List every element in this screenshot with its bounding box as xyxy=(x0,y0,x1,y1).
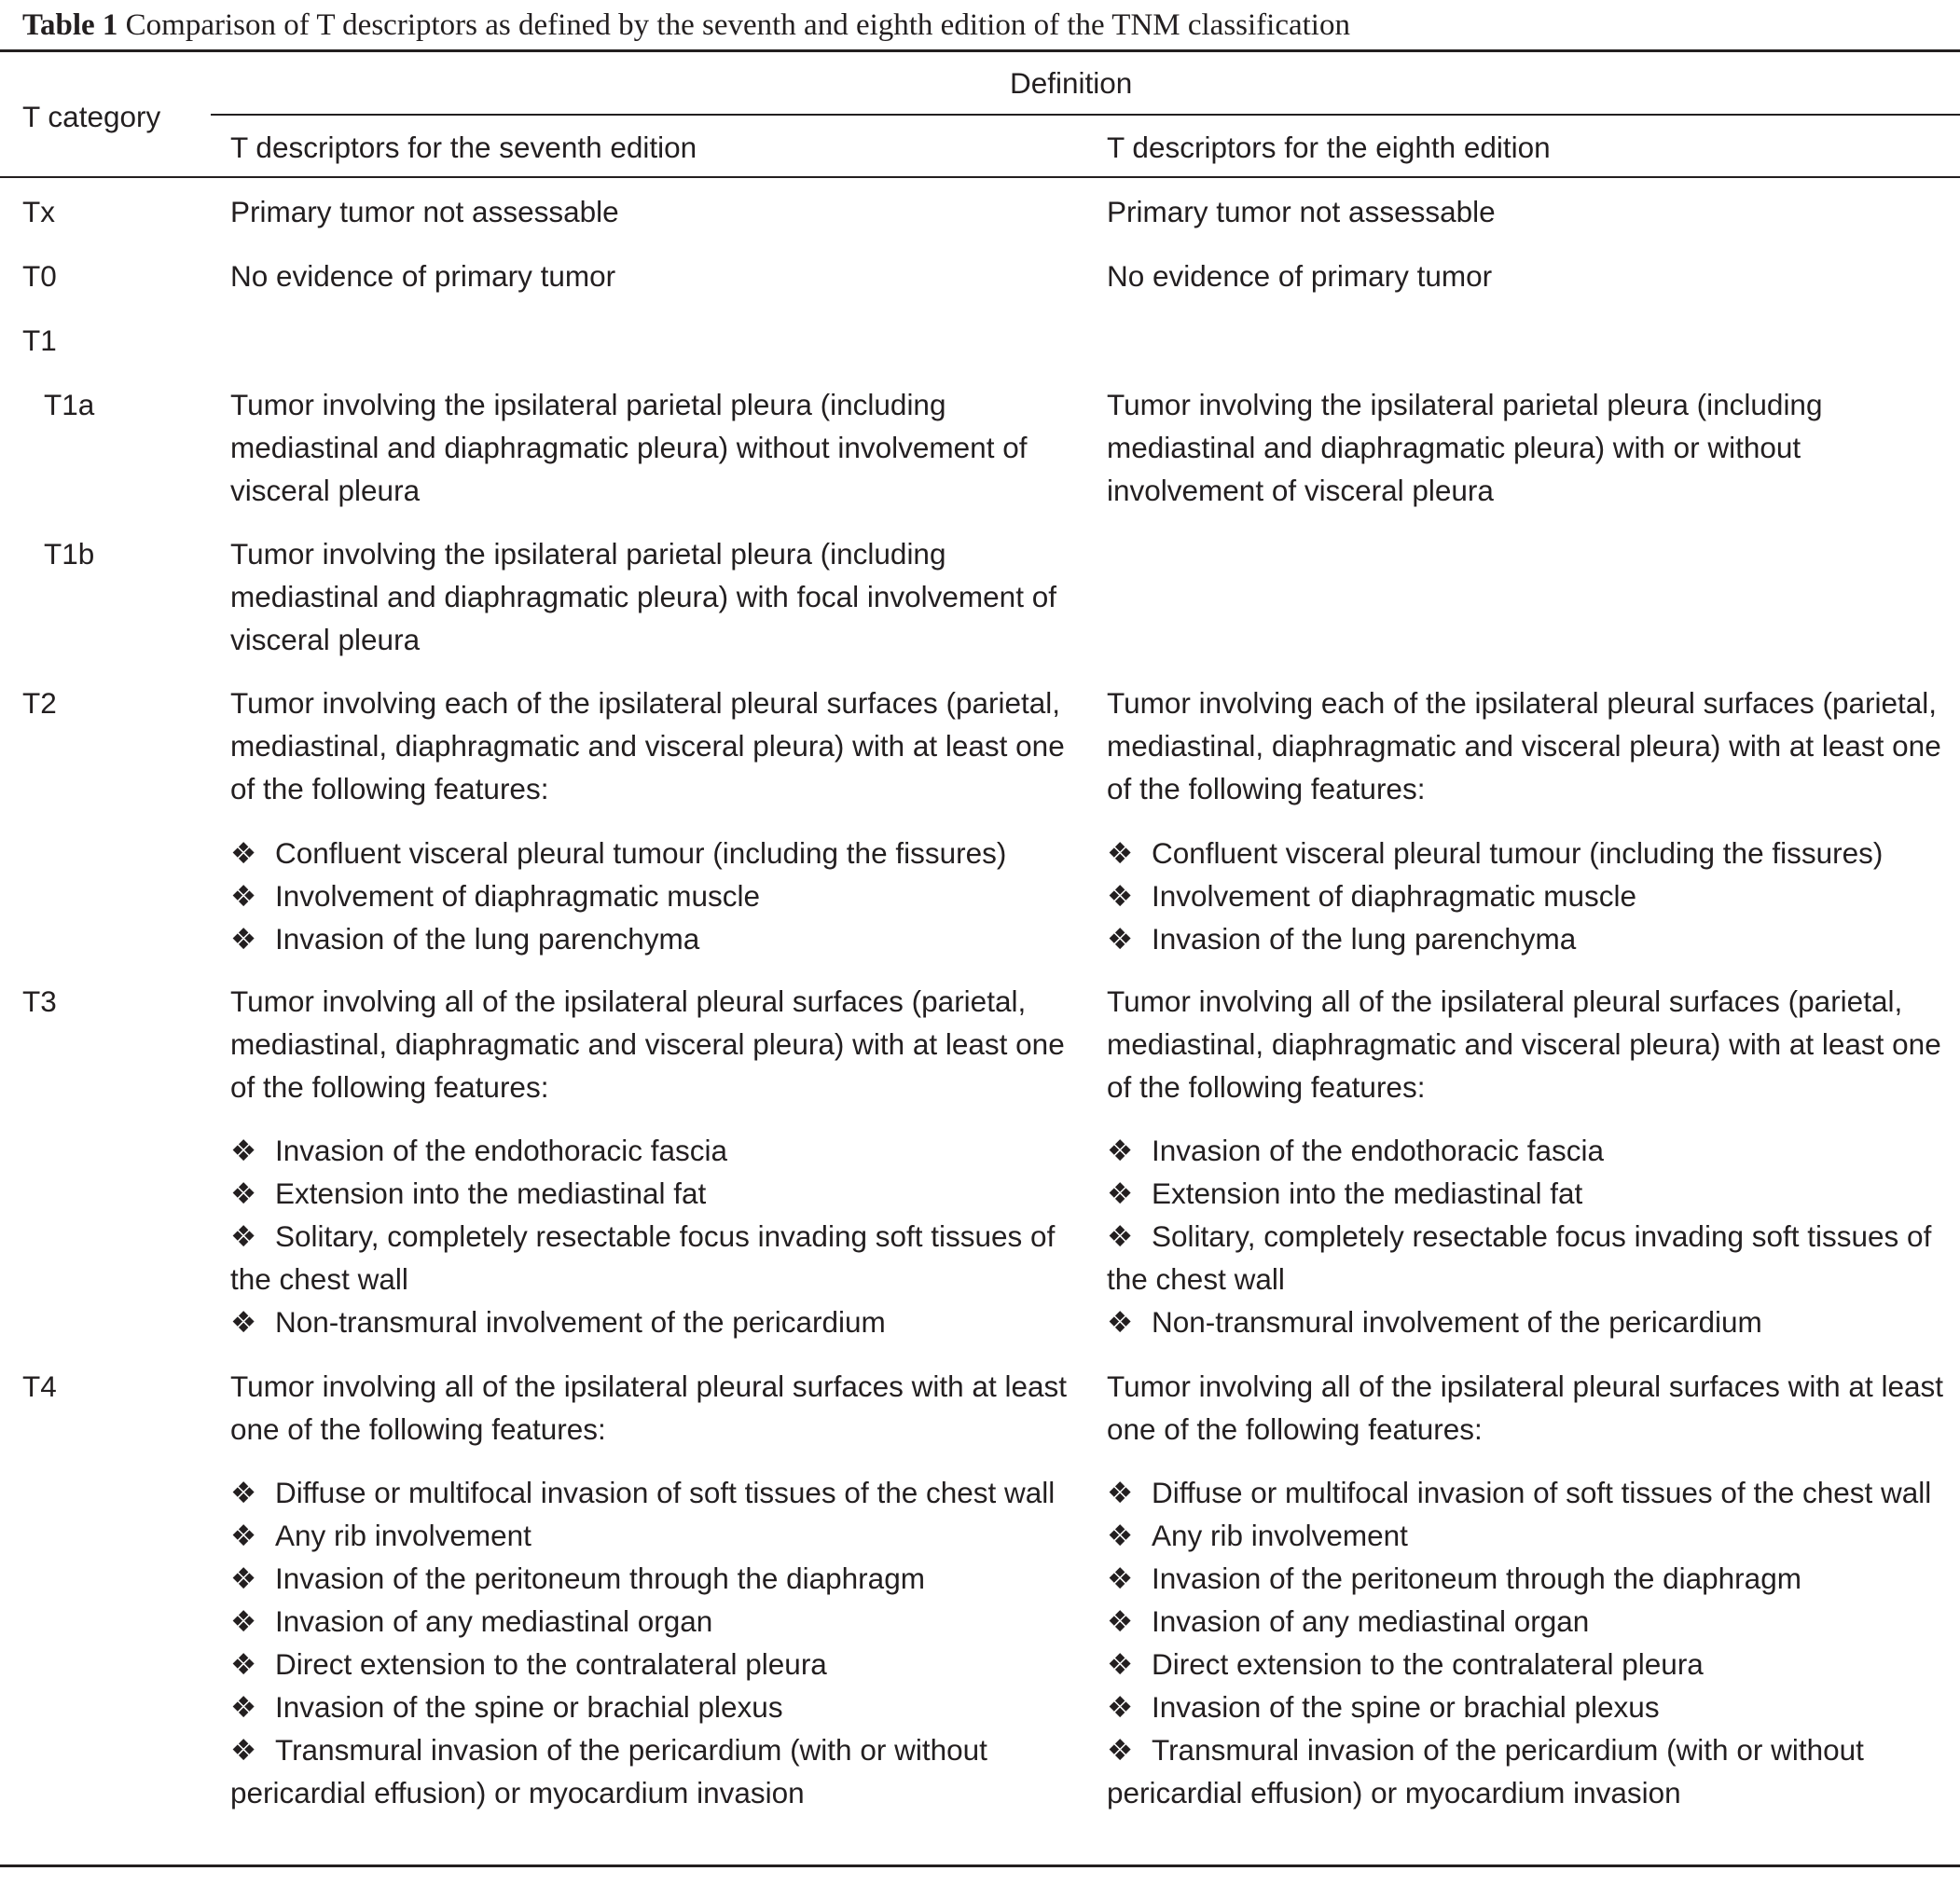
feature-item xyxy=(1107,874,1946,917)
feature-item xyxy=(230,1728,1070,1814)
feature-item xyxy=(230,1172,1070,1215)
row-category: T2 xyxy=(22,686,57,720)
feature-item xyxy=(230,917,1070,960)
feature-item xyxy=(230,832,1070,874)
feature-text: Extension into the mediastinal fat xyxy=(275,1176,707,1210)
feature-item xyxy=(230,1557,1070,1600)
feature-text: Transmural invasion of the pericardium (with or without pericardial effusion) or myocardium invasion xyxy=(1107,1733,1864,1809)
feature-item xyxy=(1107,1215,1946,1300)
feature-text: Confluent visceral pleural tumour (including the fissures) xyxy=(275,836,1007,870)
bullet-icon: ❖ xyxy=(1107,1176,1134,1210)
feature-text: Non-transmural involvement of the pericardium xyxy=(275,1305,886,1339)
feature-text: Diffuse or multifocal invasion of soft tissues of the chest wall xyxy=(275,1476,1056,1509)
bullet-icon: ❖ xyxy=(1107,1219,1134,1253)
bullet-icon: ❖ xyxy=(1107,1733,1134,1767)
feature-item xyxy=(1107,1129,1946,1172)
feature-text: Invasion of the spine or brachial plexus xyxy=(275,1690,783,1724)
feature-text: Invasion of the endothoracic fascia xyxy=(275,1134,728,1167)
feature-text: Invasion of any mediastinal organ xyxy=(275,1604,713,1638)
row-category: T1 xyxy=(22,323,57,357)
feature-item xyxy=(1107,1172,1946,1215)
bullet-icon: ❖ xyxy=(230,1519,257,1552)
seventh-feature-list xyxy=(230,1471,1070,1814)
seventh-descriptor: Tumor involving all of the ipsilateral pleural surfaces (parietal, mediastinal, diaphragmatic and visceral pleura) with at least one of the following features: xyxy=(230,984,1065,1104)
bullet-icon: ❖ xyxy=(230,1647,257,1681)
feature-text: Diffuse or multifocal invasion of soft tissues of the chest wall xyxy=(1152,1476,1932,1509)
seventh-descriptor: Tumor involving the ipsilateral parietal pleura (including mediastinal and diaphragmatic pleura) without involvement of visceral pleura xyxy=(230,388,1028,507)
bullet-icon: ❖ xyxy=(230,1690,257,1724)
feature-text: Direct extension to the contralateral pleura xyxy=(275,1647,827,1681)
bullet-icon: ❖ xyxy=(230,1604,257,1638)
eighth-descriptor: Tumor involving each of the ipsilateral pleural surfaces (parietal, mediastinal, diaphragmatic and visceral pleura) with at least one of the following features: xyxy=(1107,686,1941,805)
row-category: Tx xyxy=(22,195,55,228)
row-subcategory: T1a xyxy=(44,388,95,421)
eighth-descriptor: Tumor involving all of the ipsilateral pleural surfaces (parietal, mediastinal, diaphragmatic and visceral pleura) with at least one of the following features: xyxy=(1107,984,1941,1104)
feature-item xyxy=(1107,1728,1946,1814)
bullet-icon: ❖ xyxy=(230,879,257,913)
eighth-feature-list xyxy=(1107,1129,1946,1343)
feature-item xyxy=(230,1129,1070,1172)
header-seventh-edition: T descriptors for the seventh edition xyxy=(230,131,697,164)
bullet-icon: ❖ xyxy=(230,1476,257,1509)
feature-text: Direct extension to the contralateral pleura xyxy=(1152,1647,1704,1681)
feature-item xyxy=(1107,917,1946,960)
definition-rule xyxy=(211,114,1960,116)
header-t-category: T category xyxy=(22,100,161,133)
feature-item xyxy=(1107,1600,1946,1643)
feature-text: Invasion of the peritoneum through the diaphragm xyxy=(275,1562,925,1595)
feature-text: Invasion of the lung parenchyma xyxy=(1152,922,1577,956)
feature-item xyxy=(1107,1300,1946,1343)
bullet-icon: ❖ xyxy=(1107,836,1134,870)
header-eighth-edition: T descriptors for the eighth edition xyxy=(1107,131,1551,164)
feature-text: Invasion of the lung parenchyma xyxy=(275,922,700,956)
feature-item xyxy=(230,874,1070,917)
feature-item xyxy=(230,1300,1070,1343)
eighth-descriptor: Tumor involving all of the ipsilateral pleural surfaces with at least one of the following features: xyxy=(1107,1369,1943,1446)
feature-item xyxy=(1107,832,1946,874)
eighth-descriptor: Tumor involving the ipsilateral parietal pleura (including mediastinal and diaphragmatic pleura) with or without involvement of visceral pleura xyxy=(1107,388,1823,507)
top-rule xyxy=(0,49,1960,52)
eighth-feature-list xyxy=(1107,832,1946,960)
feature-item xyxy=(1107,1643,1946,1685)
bullet-icon: ❖ xyxy=(1107,1476,1134,1509)
feature-text: Extension into the mediastinal fat xyxy=(1152,1176,1583,1210)
feature-item xyxy=(230,1685,1070,1728)
seventh-feature-list xyxy=(230,1129,1070,1343)
feature-text: Solitary, completely resectable focus invading soft tissues of the chest wall xyxy=(230,1219,1056,1296)
bullet-icon: ❖ xyxy=(230,1134,257,1167)
feature-item xyxy=(230,1643,1070,1685)
table-label: Table 1 xyxy=(22,8,118,42)
feature-item xyxy=(230,1215,1070,1300)
eighth-descriptor: Primary tumor not assessable xyxy=(1107,195,1496,228)
bullet-icon: ❖ xyxy=(1107,1690,1134,1724)
bullet-icon: ❖ xyxy=(230,1305,257,1339)
seventh-descriptor: Tumor involving each of the ipsilateral pleural surfaces (parietal, mediastinal, diaphragmatic and visceral pleura) with at least one of the following features: xyxy=(230,686,1065,805)
bullet-icon: ❖ xyxy=(1107,1134,1134,1167)
table-title: Comparison of T descriptors as defined by the seventh and eighth edition of the TNM classification xyxy=(125,8,1350,42)
feature-text: Involvement of diaphragmatic muscle xyxy=(1152,879,1636,913)
row-category: T3 xyxy=(22,984,57,1018)
feature-text: Transmural invasion of the pericardium (with or without pericardial effusion) or myocardium invasion xyxy=(230,1733,987,1809)
feature-item xyxy=(1107,1685,1946,1728)
header-rule xyxy=(0,176,1960,178)
seventh-descriptor: Tumor involving all of the ipsilateral pleural surfaces with at least one of the following features: xyxy=(230,1369,1067,1446)
table-caption xyxy=(22,2,1350,48)
bullet-icon: ❖ xyxy=(1107,922,1134,956)
bottom-rule xyxy=(0,1864,1960,1867)
eighth-feature-list xyxy=(1107,1471,1946,1814)
bullet-icon: ❖ xyxy=(230,922,257,956)
feature-text: Any rib involvement xyxy=(1152,1519,1408,1552)
seventh-feature-list xyxy=(230,832,1070,960)
bullet-icon: ❖ xyxy=(1107,879,1134,913)
feature-item xyxy=(1107,1557,1946,1600)
feature-text: Non-transmural involvement of the pericardium xyxy=(1152,1305,1762,1339)
feature-item xyxy=(1107,1514,1946,1557)
bullet-icon: ❖ xyxy=(1107,1562,1134,1595)
feature-text: Confluent visceral pleural tumour (including the fissures) xyxy=(1152,836,1884,870)
row-category: T4 xyxy=(22,1369,57,1403)
bullet-icon: ❖ xyxy=(1107,1519,1134,1552)
feature-item xyxy=(230,1471,1070,1514)
feature-text: Invasion of the spine or brachial plexus xyxy=(1152,1690,1660,1724)
feature-text: Invasion of the peritoneum through the diaphragm xyxy=(1152,1562,1801,1595)
feature-text: Invasion of any mediastinal organ xyxy=(1152,1604,1590,1638)
feature-item xyxy=(230,1600,1070,1643)
bullet-icon: ❖ xyxy=(230,1562,257,1595)
bullet-icon: ❖ xyxy=(230,1733,257,1767)
seventh-descriptor: No evidence of primary tumor xyxy=(230,259,616,293)
feature-text: Solitary, completely resectable focus invading soft tissues of the chest wall xyxy=(1107,1219,1932,1296)
eighth-descriptor: No evidence of primary tumor xyxy=(1107,259,1493,293)
row-category: T0 xyxy=(22,259,57,293)
bullet-icon: ❖ xyxy=(230,836,257,870)
feature-item xyxy=(1107,1471,1946,1514)
seventh-descriptor: Tumor involving the ipsilateral parietal pleura (including mediastinal and diaphragmatic pleura) with focal involvement of visceral pleura xyxy=(230,537,1056,656)
bullet-icon: ❖ xyxy=(230,1219,257,1253)
bullet-icon: ❖ xyxy=(1107,1604,1134,1638)
row-subcategory: T1b xyxy=(44,537,95,571)
feature-text: Invasion of the endothoracic fascia xyxy=(1152,1134,1605,1167)
feature-text: Any rib involvement xyxy=(275,1519,531,1552)
feature-text: Involvement of diaphragmatic muscle xyxy=(275,879,760,913)
feature-item xyxy=(230,1514,1070,1557)
bullet-icon: ❖ xyxy=(1107,1305,1134,1339)
bullet-icon: ❖ xyxy=(230,1176,257,1210)
bullet-icon: ❖ xyxy=(1107,1647,1134,1681)
seventh-descriptor: Primary tumor not assessable xyxy=(230,195,619,228)
header-definition: Definition xyxy=(1010,66,1133,100)
